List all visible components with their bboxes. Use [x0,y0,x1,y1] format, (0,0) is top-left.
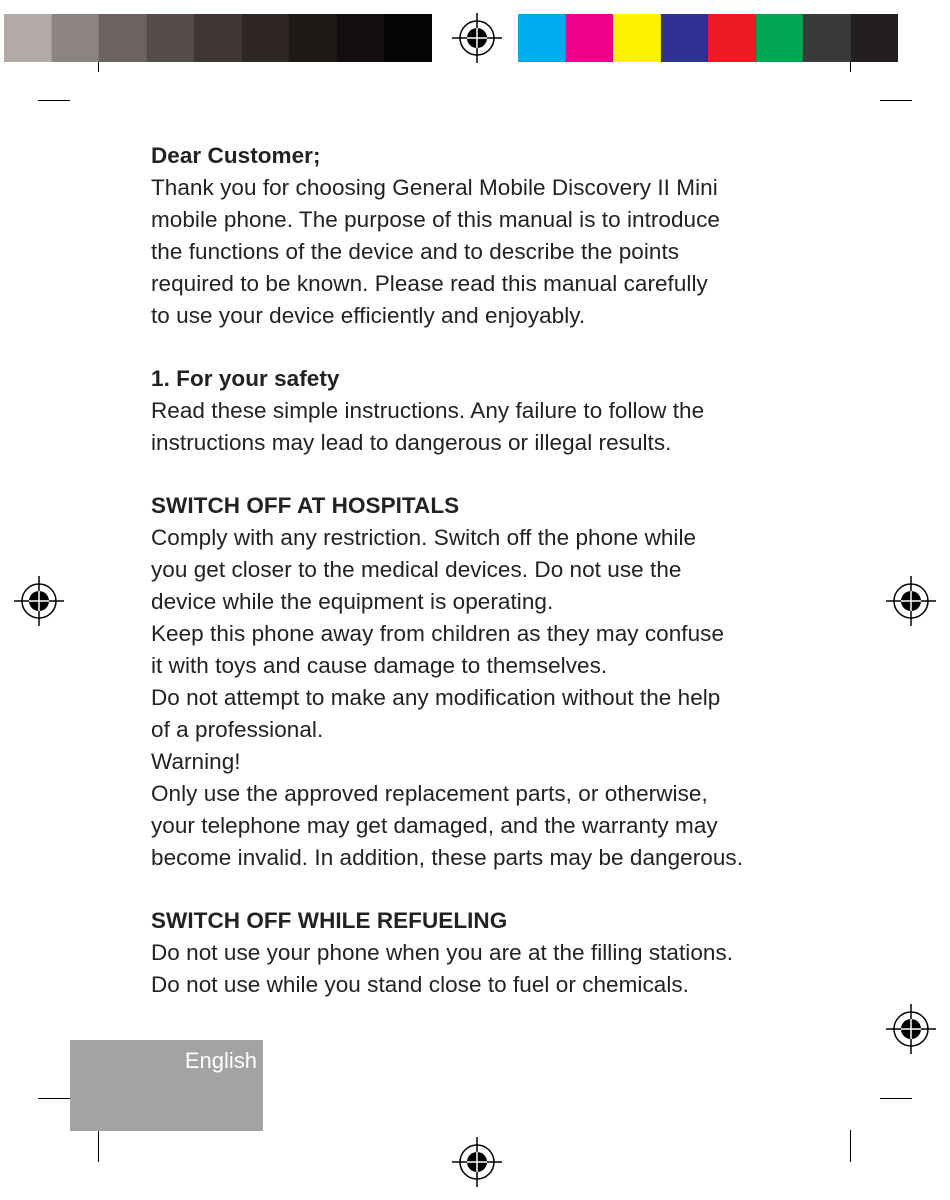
text-line: Do not attempt to make any modification without the help [151,685,721,710]
language-label: English [184,1048,257,1073]
warning-line: Warning! [151,749,241,774]
registration-mark-icon [452,1137,502,1187]
color-swatch [708,14,756,62]
crop-mark [880,100,912,101]
manual-content [151,140,831,1001]
language-tab [70,1040,263,1131]
text-line: to use your device efficiently and enjoyably. [151,303,586,328]
grey-swatch [194,14,242,62]
color-swatch [518,14,566,62]
hospitals-heading: SWITCH OFF AT HOSPITALS [151,493,460,518]
color-swatch [803,14,851,62]
grey-swatch [52,14,100,62]
text-line: instructions may lead to dangerous or illegal results. [151,430,672,455]
registration-mark-icon [886,1004,936,1054]
color-swatch [566,14,614,62]
registration-mark-icon [14,576,64,626]
text-line: Comply with any restriction. Switch off the phone while [151,525,697,550]
text-line: the functions of the device and to describe the points [151,239,680,264]
color-swatch [661,14,709,62]
grey-swatch [242,14,290,62]
grey-swatch [384,14,432,62]
color-swatch [851,14,899,62]
crop-mark [850,1130,851,1162]
crop-mark [98,1130,99,1162]
grey-scale-bar [4,14,432,62]
registration-mark-icon [886,576,936,626]
text-line: device while the equipment is operating. [151,589,554,614]
text-line: you get closer to the medical devices. Do not use the [151,557,682,582]
safety-heading: 1. For your safety [151,366,340,391]
grey-swatch [289,14,337,62]
text-line: Only use the approved replacement parts, or otherwise, [151,781,708,806]
color-swatch [756,14,804,62]
grey-swatch [147,14,195,62]
text-line: required to be known. Please read this manual carefully [151,271,708,296]
grey-swatch [99,14,147,62]
grey-swatch [4,14,52,62]
grey-swatch [337,14,385,62]
greeting-heading: Dear Customer; [151,143,321,168]
text-line: Read these simple instructions. Any failure to follow the [151,398,705,423]
color-swatch [613,14,661,62]
registration-mark-icon [452,13,502,63]
refuel-heading: SWITCH OFF WHILE REFUELING [151,908,508,933]
text-line: of a professional. [151,717,324,742]
text-line: become invalid. In addition, these parts may be dangerous. [151,845,744,870]
crop-mark [850,62,851,72]
text-line: Do not use while you stand close to fuel or chemicals. [151,972,689,997]
text-line: mobile phone. The purpose of this manual is to introduce [151,207,720,232]
text-line: Do not use your phone when you are at the filling stations. [151,940,734,965]
text-line: your telephone may get damaged, and the warranty may [151,813,718,838]
crop-mark [38,100,70,101]
process-color-bar [518,14,898,62]
crop-mark [38,1098,70,1099]
text-line: it with toys and cause damage to themselves. [151,653,608,678]
crop-mark [98,62,99,72]
text-line: Thank you for choosing General Mobile Discovery II Mini [151,175,718,200]
crop-mark [880,1098,912,1099]
text-line: Keep this phone away from children as they may confuse [151,621,725,646]
